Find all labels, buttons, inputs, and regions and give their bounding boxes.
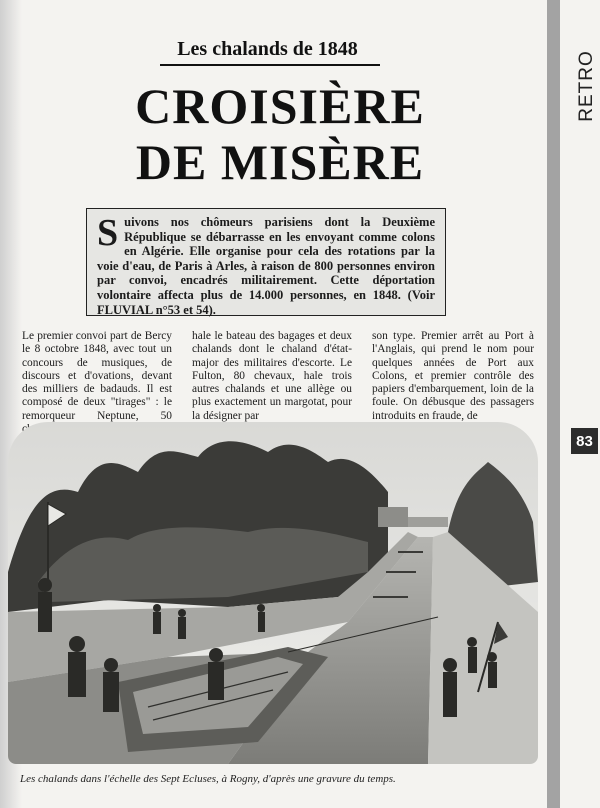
illustration-caption: Les chalands dans l'échelle des Sept Ecluses, à Rogny, d'après une gravure du temps. [20, 773, 396, 785]
intro-text: uivons nos chômeurs parisiens dont la Deuxième République se débarrasse en les envoyant comme colons en Algérie. Elle organise pour cela des rotations par la voie d'eau, de Paris à Arles, à raison de 800 personnes environ par convoi, encadrés militairement. Cette déportation volontaire affecta plus de 14.000 personnes, en 1848. (Voir FLUVIAL n°53 et 54). [97, 215, 435, 317]
section-label: RETRO [576, 50, 597, 122]
page-number: 83 [571, 428, 598, 454]
engraving-drawing [8, 422, 538, 764]
dropcap: S [97, 212, 119, 254]
intro-box [86, 208, 446, 316]
kicker-rule [160, 64, 380, 66]
headline-line-1: CROISIÈRE [135, 78, 425, 134]
side-bar [547, 0, 560, 808]
kicker-title: Les chalands de 1848 [177, 38, 358, 60]
article-column-1: Le premier convoi part de Bercy le 8 octobre 1848, avec tout un concours de musiques, de discours et d'ovations, devant des milliers de badauds. Il est composé de deux "tirages" : le remorqueur Neptune, 50 [22, 330, 172, 422]
article-column-2: hale le bateau des bagages et deux chalands dont le chaland d'état-major des militaires d'escorte. Le Fulton, 80 chevaux, hale trois autres chalands et une allège ou plus exactement un margotat, pour la désigner par [192, 330, 352, 422]
engraving-illustration [8, 422, 538, 764]
headline-line-2: DE MISÈRE [135, 134, 425, 190]
headline [60, 78, 500, 190]
article-column-3: son type. Premier arrêt au Port à l'Anglais, qui prend le nom pour quelques années de Port aux Colons, et premier contrôle des papiers d'embarquement, loin de la foule. On débusque des passagers introduits en fraude, de [372, 330, 534, 422]
